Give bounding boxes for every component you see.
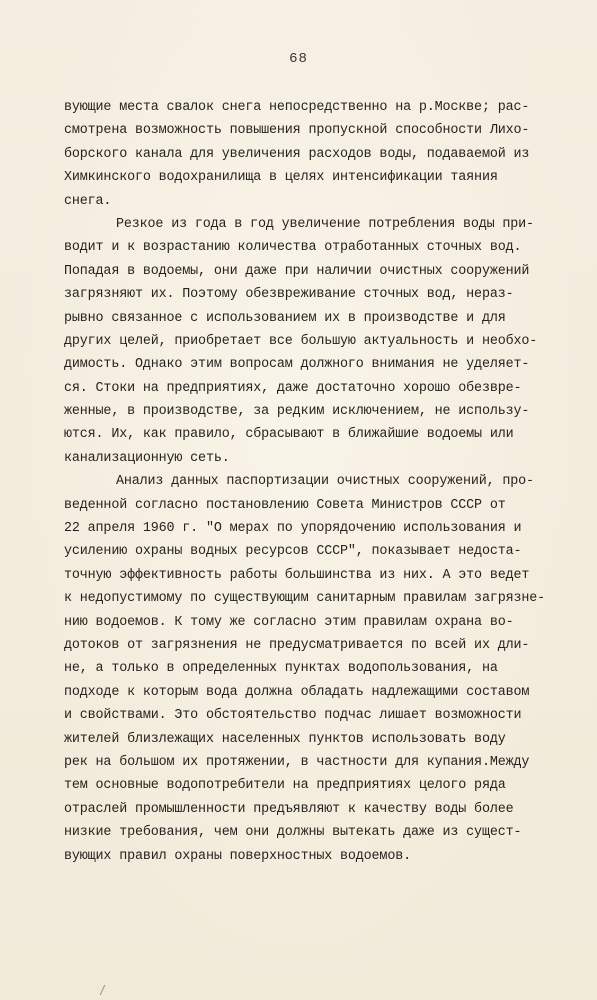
paragraph-2 — [64, 213, 584, 470]
text-line: Резкое из года в год увеличение потребления воды при- — [116, 216, 534, 232]
text-line: рек на большом их протяжении, в частности для купания.Между — [64, 754, 530, 770]
text-line: снега. — [64, 193, 112, 209]
text-line: вующих правил охраны поверхностных водоемов. — [64, 848, 411, 864]
paragraph-1 — [64, 96, 584, 213]
page-number: 68 — [289, 51, 308, 67]
text-line: женные, в производстве, за редким исключением, не использу- — [64, 404, 530, 420]
text-line: водит и к возрастанию количества отработанных сточных вод. — [64, 240, 522, 256]
text-line: Попадая в водоемы, они даже при наличии очистных сооружений — [64, 263, 530, 279]
text-line: рывно связанное с использованием их в производстве и для — [64, 310, 506, 326]
pencil-mark — [100, 985, 109, 995]
text-line: борского канала для увеличения расходов воды, подаваемой из — [64, 146, 530, 162]
text-line: других целей, приобретает все большую актуальность и необхо- — [64, 333, 538, 349]
text-line: Химкинского водохранилища в целях интенсификации таяния — [64, 170, 498, 186]
text-line: вующие места свалок снега непосредственно на р.Москве; рас- — [64, 100, 530, 115]
text-line: тем основные водопотребители на предприятиях целого ряда — [64, 778, 506, 794]
text-line: дотоков от загрязнения не предусматривается по всей их дли- — [64, 637, 530, 653]
text-line: усилению охраны водных ресурсов СССР", показывает недоста- — [64, 544, 522, 560]
text-line: канализационную сеть. — [64, 450, 230, 466]
text-line: веденной согласно постановлению Совета Министров СССР от — [64, 497, 506, 513]
text-line: не, а только в определенных пунктах водопользования, на — [64, 661, 498, 677]
text-line: отраслей промышленности предъявляют к качеству воды более — [64, 801, 514, 817]
text-line: 22 апреля 1960 г. "О мерах по упорядочению использования и — [64, 521, 522, 537]
text-line: Анализ данных паспортизации очистных сооружений, про- — [116, 474, 534, 490]
text-line: жителей близлежащих населенных пунктов использовать воду — [64, 731, 506, 747]
paragraph-3 — [64, 470, 584, 868]
text-line: смотрена возможность повышения пропускной способности Лихо- — [64, 123, 530, 139]
text-line: димость. Однако этим вопросам должного внимания не уделяет- — [64, 357, 530, 373]
text-line: и свойствами. Это обстоятельство подчас лишает возможности — [64, 708, 522, 724]
text-line: точную эффективность работы большинства из них. А это ведет — [64, 567, 530, 583]
text-line: подходе к которым вода должна обладать надлежащими составом — [64, 684, 530, 700]
body-text — [64, 96, 584, 868]
text-line: ся. Стоки на предприятиях, даже достаточно хорошо обезвре- — [64, 380, 522, 396]
text-line: низкие требования, чем они должны вытекать даже из сущест- — [64, 825, 522, 841]
text-line: ются. Их, как правило, сбрасывают в ближайшие водоемы или — [64, 427, 514, 443]
text-line: нию водоемов. К тому же согласно этим правилам охрана во- — [64, 614, 514, 630]
text-line: загрязняют их. Поэтому обезвреживание сточных вод, нераз- — [64, 287, 514, 303]
text-line: к недопустимому по существующим санитарным правилам загрязне- — [64, 591, 546, 607]
